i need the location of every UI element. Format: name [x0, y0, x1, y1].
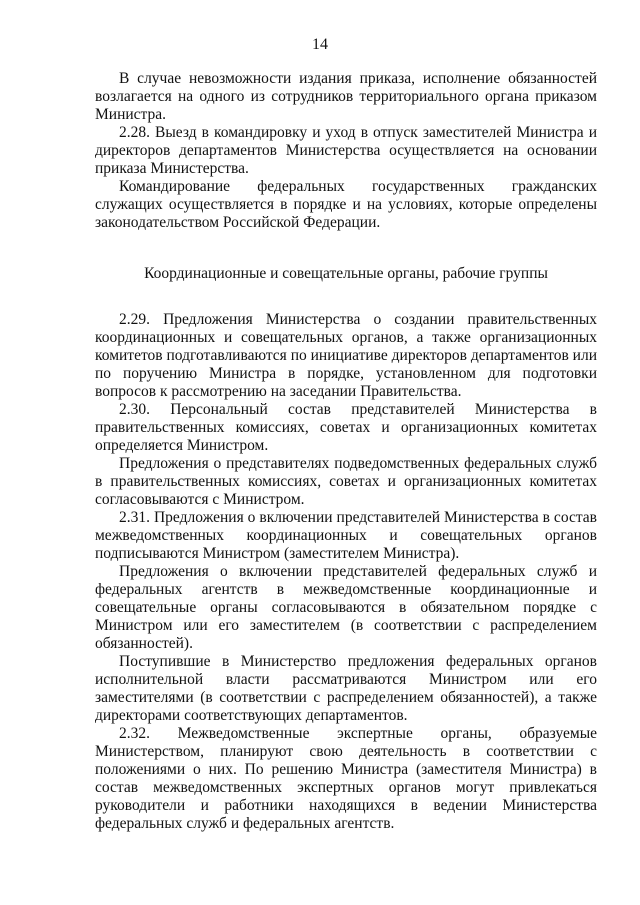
paragraph: 2.30. Персональный состав представителей Министерства в правительственных комиссиях, советах и организационных комитетах определяется Министром. [95, 401, 597, 454]
paragraph: Поступившие в Министерство предложения федеральных органов исполнительной власти рассматриваются Министром или его заместителями (в соответствии с распределением обязанностей), а также директорами соответствующих департаментов. [95, 653, 597, 724]
paragraph: Командирование федеральных государственных гражданских служащих осуществляется в порядке и на условиях, которые определены законодательством Российской Федерации. [95, 178, 597, 231]
paragraph: В случае невозможности издания приказа, исполнение обязанностей возлагается на одного из сотрудников территориального органа приказом Министра. [95, 70, 597, 123]
paragraph: Предложения о включении представителей федеральных служб и федеральных агентств в межведомственные координационные и совещательные органы согласовываются в обязательном порядке с Министром или его заместителем (в соответствии с распределением обязанностей). [95, 563, 597, 652]
section-heading: Координационные и совещательные органы, рабочие группы [144, 265, 548, 282]
paragraph: 2.28. Выезд в командировку и уход в отпуск заместителей Министра и директоров департаментов Министерства осуществляется на основании приказа Министерства. [95, 124, 597, 177]
paragraph: 2.32. Межведомственные экспертные органы, образуемые Министерством, планируют свою деятельность в соответствии с положениями о них. По решению Министра (заместителя Министра) в состав межведомственных экспертных органов могут привлекаться руководители и работники находящихся в ведении Министерства федеральных служб и федеральных агентств. [95, 725, 597, 832]
document-body [95, 70, 597, 833]
paragraph: Предложения о представителях подведомственных федеральных служб в правительственных комиссиях, советах и организационных комитетах согласовываются с Министром. [95, 455, 597, 508]
paragraph: 2.29. Предложения Министерства о создании правительственных координационных и совещательных органов, а также организационных комитетов подготавливаются по инициативе директоров департаментов или по поручению Министра в порядке, установленном для подготовки вопросов к рассмотрению на заседании Правительства. [95, 311, 597, 400]
page-number: 14 [312, 36, 328, 53]
paragraph: 2.31. Предложения о включении представителей Министерства в состав межведомственных координационных и совещательных органов подписываются Министром (заместителем Министра). [95, 509, 597, 562]
